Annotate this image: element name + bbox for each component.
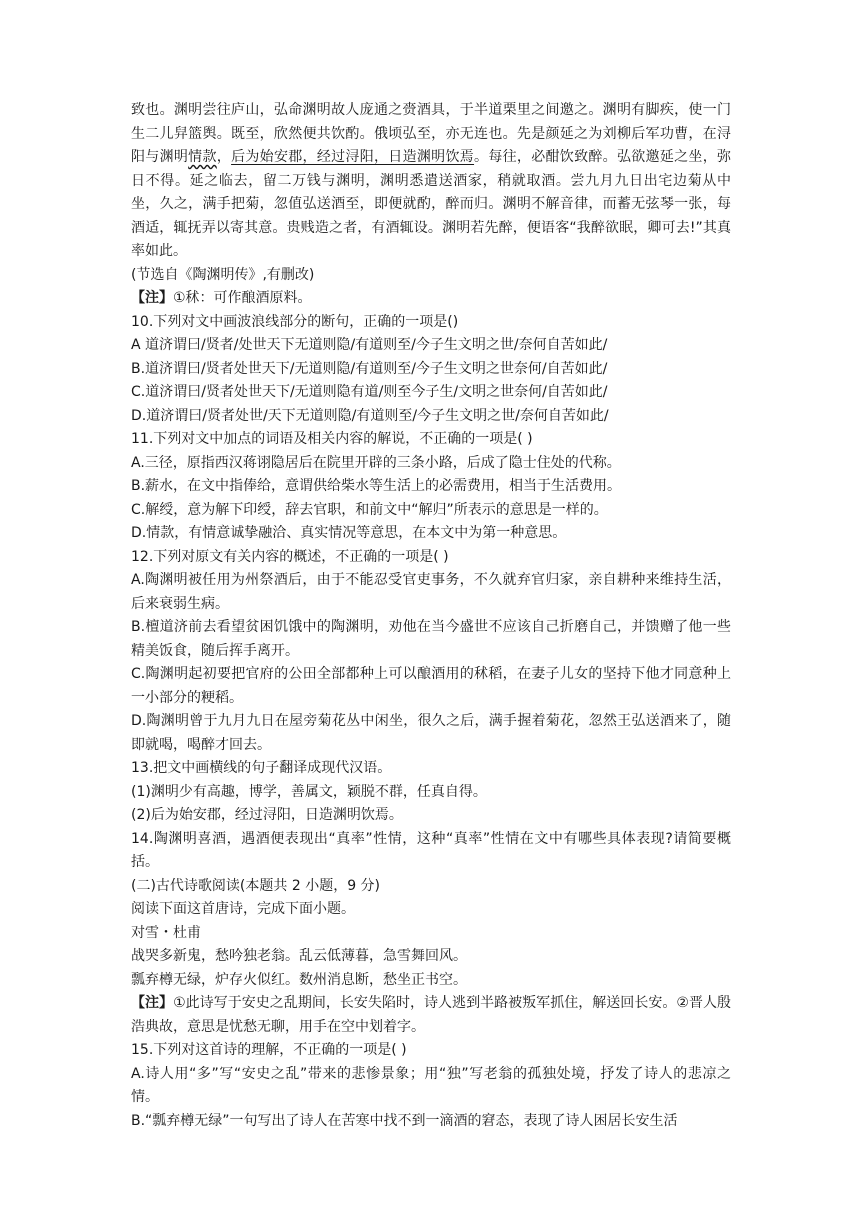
- poem-line-2: 瓢弃樽无绿，炉存火似红。数州消息断，愁坐正书空。: [131, 971, 467, 988]
- section-2-heading: (二)古代诗歌阅读(本题共 2 小题，9 分): [131, 877, 381, 894]
- underlined-sentence: 后为始安郡，经过浔阳，日造渊明饮焉: [231, 149, 475, 165]
- question-12-option-d: D.陶渊明曾于九月九日在屋旁菊花丛中闲坐，很久之后，满手握着菊花，忽然王弘送酒来了，随即就喝，喝醉才回去。: [131, 713, 731, 753]
- question-13-item-2: (2)后为始安郡，经过浔阳，日造渊明饮焉。: [131, 807, 403, 823]
- note-label: 【注】: [131, 290, 173, 306]
- question-10-option-c: C.道济谓曰/贤者处世天下/无道则隐有道/则至今子生/文明之世奈何/自苦如此/: [131, 384, 608, 400]
- question-10-option-a: A 道济谓曰/贤者/处世天下无道则隐/有道则至/今子生文明之世/奈何自苦如此/: [131, 337, 608, 353]
- question-11-option-d: D.情款，有情意诚挚融洽、真实情况等意思，在本文中为第一种意思。: [131, 525, 567, 541]
- question-10-stem: 10.下列对文中画波浪线部分的断句，正确的一项是(): [131, 313, 459, 330]
- passage-text-part1: 致也。渊明尝往庐山，弘命渊明故人庞通之赍酒具，于半道栗里之间邀之。渊明有脚疾，使一门生二儿舁篮舆。既至，欣然便共饮酌。俄顷弘至，亦无连也。先是颜延之为刘柳后军功曹，在浔阳与渊明: [131, 102, 731, 165]
- question-14-stem: 14.陶渊明喜酒，遇酒便表现出“真率”性情，这种“真率”性情在文中有哪些具体表现?请简要概括。: [131, 830, 731, 870]
- passage-comma: ，: [216, 149, 232, 165]
- poem-title: 对雪・杜甫: [131, 924, 201, 941]
- poem-note-text: ①此诗写于安史之乱期间，长安失陷时，诗人逃到半路被叛军抓住，解送回长安。②晋人殷浩典故，意思是忧愁无聊，用手在空中划着字。: [131, 995, 732, 1035]
- passage-paragraph: [131, 99, 731, 264]
- question-15-option-a: A.诗人用“多”写“安史之乱”带来的悲惨景象；用“独”写老翁的孤独处境，抒发了诗人的悲凉之情。: [131, 1065, 731, 1105]
- question-11-option-a: A.三径，原指西汉蒋诩隐居后在院里开辟的三条小路，后成了隐士住处的代称。: [131, 454, 621, 471]
- question-12-option-a: A.陶渊明被任用为州祭酒后，由于不能忍受官吏事务，不久就弃官归家，亲自耕种来维持生活，后来衰弱生病。: [131, 572, 731, 612]
- question-13-item-1: (1)渊明少有高趣，博学，善属文，颖脱不群，任真自得。: [131, 783, 487, 800]
- question-12-option-b: B.檀道济前去看望贫困饥饿中的陶渊明，劝他在当今盛世不应该自己折磨自己，并馈赠了他一些精美饭食，随后挥手离开。: [131, 619, 731, 659]
- note-text: ①秫：可作酿酒原料。: [173, 290, 312, 306]
- question-10-option-b: B.道济谓曰/贤者处世天下/无道则隐/有道则至/今子生文明之世奈何/自苦如此/: [131, 360, 608, 377]
- wavy-underlined-word: 情款: [188, 149, 217, 165]
- poem-note-label: 【注】: [131, 995, 174, 1011]
- passage-source: (节选自《陶渊明传》,有删改): [131, 266, 315, 283]
- document-body: [131, 99, 731, 1133]
- question-11-option-c: C.解绶，意为解下印绶，辞去官职，和前文中“解归”所表示的意思是一样的。: [131, 501, 608, 518]
- question-15-stem: 15.下列对这首诗的理解，不正确的一项是( ): [131, 1042, 407, 1058]
- passage-text-part2: 。每往，必酣饮致醉。弘欲邀延之坐，弥日不得。延之临去，留二万钱与渊明，渊明悉遣送酒家，稍就取酒。尝九月九日出宅边菊从中坐，久之，满手把菊，忽值弘送酒至，即便就酌，醉而归。渊明不解音律，而蓄无弦琴一张，每酒适，辄抚弄以寄其意。贵贱造之者，有酒辄设。渊明若先醉，便语客“我醉欲眠，卿可去!”其真率如此。: [131, 149, 732, 259]
- question-13-stem: 13.把文中画横线的句子翻译成现代汉语。: [131, 760, 392, 776]
- passage-note: [131, 287, 731, 311]
- section-2-instruction: 阅读下面这首唐诗，完成下面小题。: [131, 901, 355, 917]
- question-15-option-b: B.“瓢弃樽无绿”一句写出了诗人在苦寒中找不到一滴酒的窘态，表现了诗人困居长安生活: [131, 1112, 678, 1129]
- poem-note: [131, 992, 731, 1039]
- poem-line-1: 战哭多新鬼，愁吟独老翁。乱云低薄暮，急雪舞回风。: [131, 948, 467, 964]
- question-11-stem: 11.下列对文中加点的词语及相关内容的解说，不正确的一项是( ): [131, 431, 533, 447]
- question-12-option-c: C.陶渊明起初要把官府的公田全部都种上可以酿酒用的秫稻，在妻子儿女的坚持下他才同意种上一小部分的粳稻。: [131, 666, 731, 706]
- question-11-option-b: B.薪水，在文中指俸给，意谓供给柴水等生活上的必需费用，相当于生活费用。: [131, 478, 622, 494]
- question-12-stem: 12.下列对原文有关内容的概述，不正确的一项是( ): [131, 548, 449, 565]
- question-10-option-d: D.道济谓曰/贤者处世/天下无道则隐/有道则至/今子生文明之世/奈何自苦如此/: [131, 407, 609, 424]
